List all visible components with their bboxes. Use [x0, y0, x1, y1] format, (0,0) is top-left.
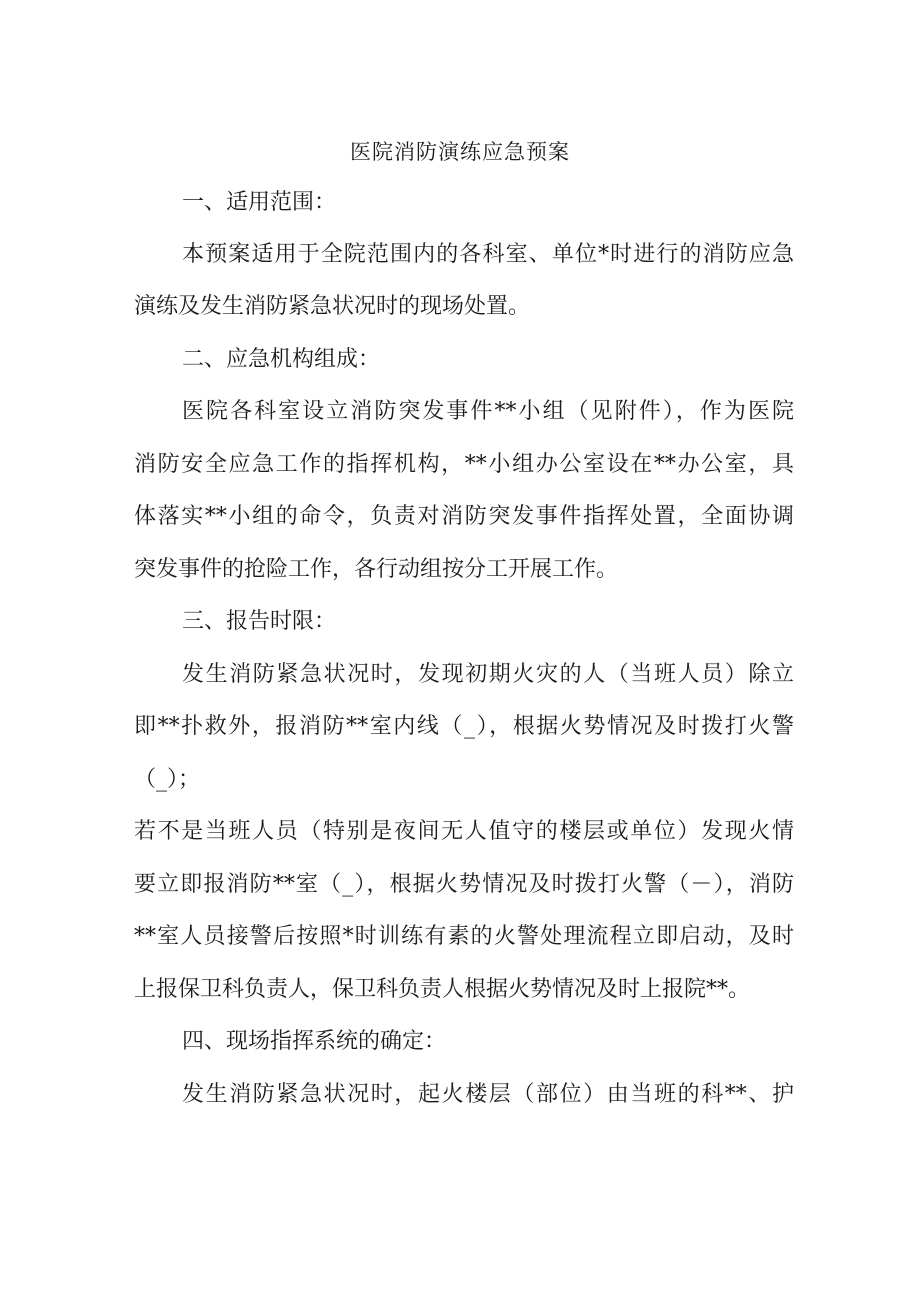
paragraph-line: **室人员接警后按照*时训练有素的火警处理流程立即启动，及时 [134, 924, 794, 949]
paragraph-line: 要立即报消防**室（_），根据火势情况及时拨打火警（－），消防 [134, 872, 794, 897]
paragraph-line: 发生消防紧急状况时，发现初期火灾的人（当班人员）除立 [182, 662, 794, 687]
paragraph-line: 医院各科室设立消防突发事件**小组（见附件），作为医院 [182, 399, 794, 424]
paragraph-line: 体落实**小组的命令，负责对消防突发事件指挥处置，全面协调 [134, 504, 794, 529]
paragraph-line: 突发事件的抢险工作，各行动组按分工开展工作。 [134, 557, 619, 582]
paragraph-line: （_）； [134, 767, 201, 792]
paragraph-line: 若不是当班人员（特别是夜间无人值守的楼层或单位）发现火情 [134, 819, 794, 844]
paragraph-line: 上报保卫科负责人，保卫科负责人根据火势情况及时上报院**。 [134, 977, 751, 1002]
paragraph-line: 演练及发生消防紧急状况时的现场处置。 [134, 294, 531, 319]
paragraph-line: 消防安全应急工作的指挥机构，**小组办公室设在**办公室，具 [134, 452, 794, 477]
document-title: 医院消防演练应急预案 [350, 140, 570, 164]
paragraph-line: 即**扑救外，报消防**室内线（_），根据火势情况及时拨打火警 [134, 714, 794, 739]
section-heading-organization: 二、应急机构组成： [182, 347, 381, 372]
paragraph-line: 本预案适用于全院范围内的各科室、单位*时进行的消防应急 [182, 242, 794, 267]
paragraph-line: 发生消防紧急状况时，起火楼层（部位）由当班的科**、护 [182, 1082, 794, 1107]
section-heading-report-time: 三、报告时限： [182, 609, 337, 634]
section-heading-scope: 一、适用范围： [182, 190, 337, 215]
section-heading-command-system: 四、现场指挥系统的确定： [182, 1029, 447, 1054]
